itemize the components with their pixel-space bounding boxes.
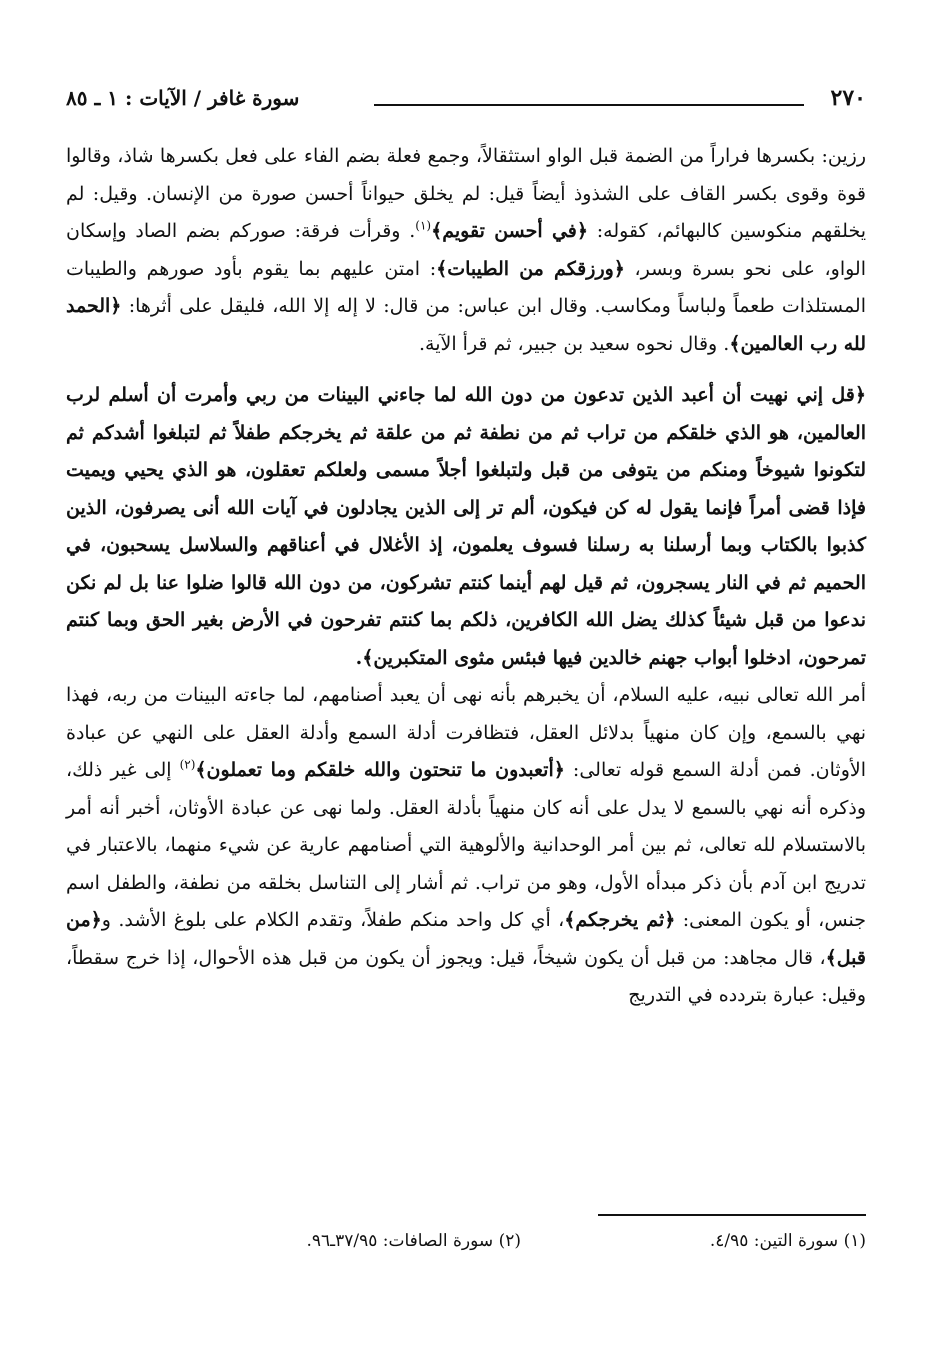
running-title: سورة غافر / الآيات : ١ ـ ٨٥ — [66, 86, 300, 110]
text-segment: إلى غير ذلك، وذكره أنه نهي بالسمع لا يدل على أنه كان منهياً بأدلة العقل. ولما نهى عن عبادة الأوثان، أخبر أنه أمر بالاستسلام لله تعالى، ثم بين أمر الوحدانية والألوهية التي أصنامهم عارية عن شيء منهما، بالاعتبار في تدريج ابن آدم بأن ذكر مبدأه الأول، وهو من تراب. ثم أشار إلى التناسل بخلقه من نطفة، والطفل اسم جنس، أو يكون المعنى: — [66, 759, 867, 931]
quran-quote: ﴿من قبل﴾ — [66, 909, 866, 969]
text-segment: ، قال مجاهد: من قبل أن يكون شيخاً، قيل: ويجوز أن يكون من قبل هذه الأحوال، إذا خرج سقطاً، وقيل: عبارة بتردده في التدريج — [66, 946, 866, 1006]
header-rule — [374, 104, 804, 106]
text-segment: . وقرأت فرقة: صوركم بضم الصاد وإسكان الواو، على نحو بسرة وبسر، — [66, 220, 866, 280]
verse-block: ﴿قل إني نهيت أن أعبد الذين تدعون من دون الله لما جاءني البينات من ربي وأمرت أن أسلم لرب العالمين، هو الذي خلقكم من تراب ثم من نطفة ثم من علقة ثم يخرجكم طفلاً ثم لتبلغوا أشدكم ثم لتكونوا شيوخاً ومنكم من يتوفى من قبل ولتبلغوا أجلاً مسمى ولعلكم تعقلون، هو الذي يحيي ويميت فإذا قضى أمراً فإنما يقول له كن فيكون، ألم تر إلى الذين يجادلون في آيات الله أنى يصرفون، الذين كذبوا بالكتاب وبما أرسلنا به رسلنا فسوف يعلمون، إذ الأغلال في أعناقهم والسلاسل يسحبون، في الحميم ثم في النار يسجرون، ثم قيل لهم أينما كنتم تشركون، من دون الله قالوا ضلوا عنا بل لم نكن ندعوا من قبل شيئاً كذلك يضل الله الكافرين، ذلكم بما كنتم تفرحون في الأرض بغير الحق وبما كنتم تمرحون، ادخلوا أبواب جهنم خالدين فيها فبئس مثوى المتكبرين﴾. — [66, 384, 866, 669]
text-segment: . وقال نحوه سعيد بن جبير، ثم قرأ الآية. — [419, 332, 730, 355]
text-segment: أمر الله تعالى نبيه، عليه السلام، أن يخبرهم بأنه نهى أن يعبد أصنامهم، لما جاءته البينات من ربه، فهذا نهي بالسمع، وإن كان منهياً بدلائل العقل، فتظافرت أدلة السمع وأدلة العقل على النهي عن عبادة الأوثان. فمن أدلة السمع قوله تعالى: — [66, 684, 867, 781]
text-segment: ، أي كل واحد منكم طفلاً، وتقدم الكلام على بلوغ الأشد. و — [101, 909, 565, 931]
commentary-paragraph-1 — [66, 138, 866, 363]
quran-quote: ﴿ورزقكم من الطيبات﴾ — [436, 257, 625, 280]
footnote-marker: (١) — [415, 218, 432, 233]
page-number: ٢٧٠ — [830, 85, 866, 111]
quran-quote: ﴿أتعبدون ما تنحتون والله خلقكم وما تعملون﴾ — [195, 759, 565, 781]
text-segment: : امتن عليهم بما يقوم بأود صورهم والطيبات المستلذات طعماً ولباساً ومكاسب. وقال ابن عباس: من قال: لا إله إلا الله، فليقل على أثرها: — [66, 257, 866, 317]
commentary-paragraph-2 — [66, 677, 866, 1015]
quran-quote: ﴿الحمد لله رب العالمين﴾ — [66, 295, 866, 355]
text-segment: رزين: بكسرها فراراً من الضمة قبل الواو استثقالاً، وجمع فعلة بضم الفاء على فعل بكسرها شاذ، وقالوا قوة وقوى بكسر القاف على الشذوذ أيضاً قيل: لم يخلق حيواناً أحسن صورة من الإنسان. وقيل: لم يخلقهم منكوسين كالبهائم، كقوله: — [66, 145, 866, 242]
footnote-1: (١) سورة التين: ٤/٩٥. — [709, 1231, 866, 1251]
quran-quote: ﴿ثم يخرجكم﴾ — [564, 909, 676, 931]
quran-quote: ﴿في أحسن تقويم﴾ — [431, 220, 589, 242]
page-header — [66, 82, 866, 118]
body-text — [66, 138, 866, 1015]
footnotes — [66, 1224, 866, 1260]
footnote-rule — [598, 1214, 866, 1216]
footnote-marker: (٢) — [179, 757, 196, 772]
footnote-2: (٢) سورة الصافات: ٣٧/٩٥ـ٩٦. — [306, 1231, 521, 1251]
